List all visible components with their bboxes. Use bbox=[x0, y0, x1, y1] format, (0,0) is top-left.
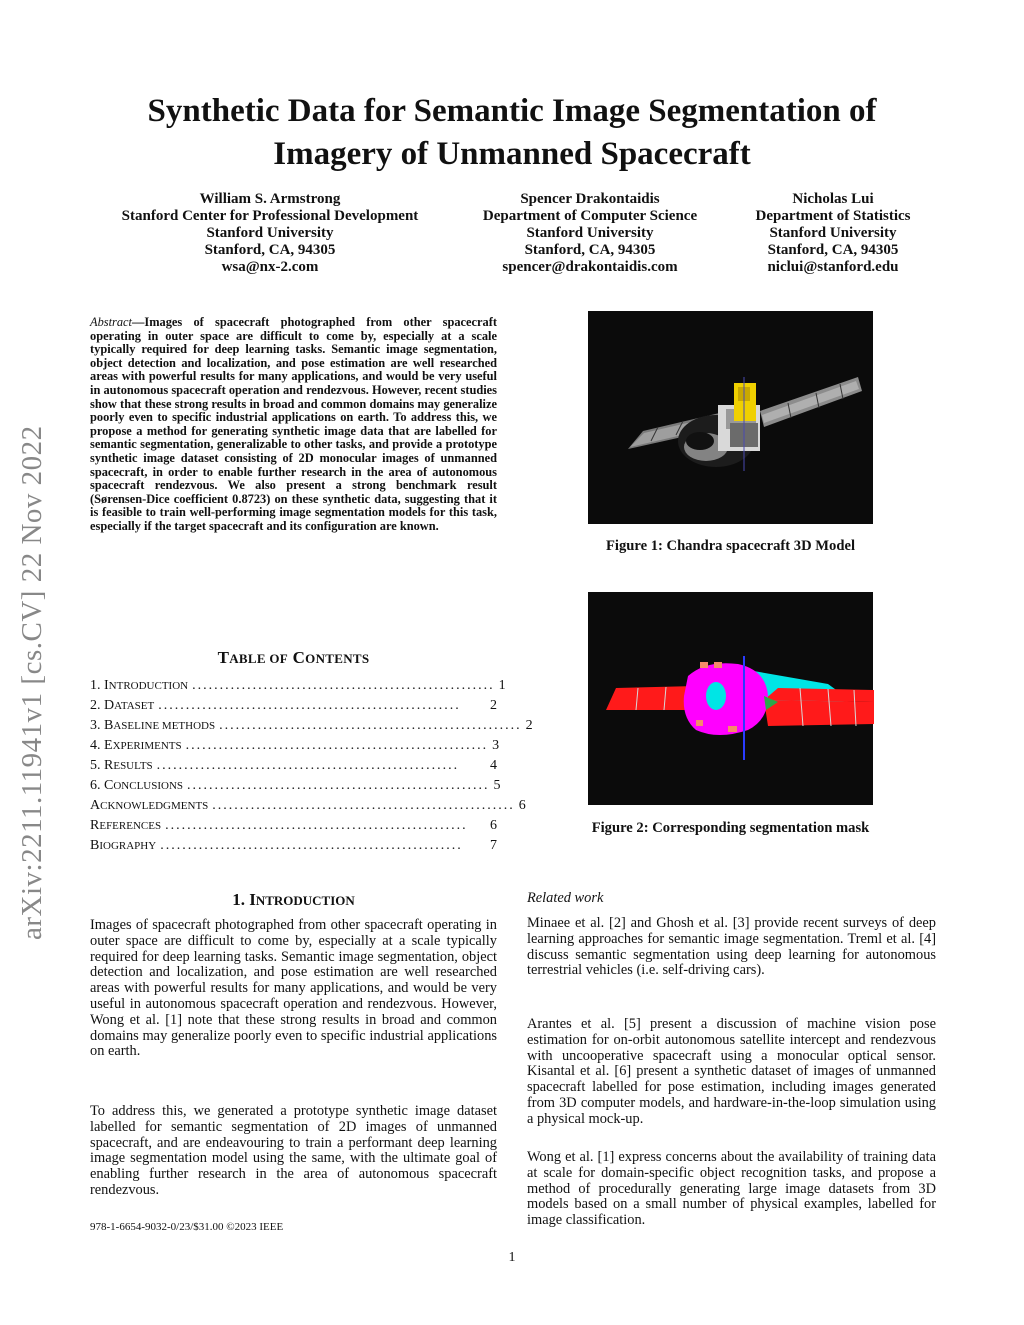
toc-row-biography[interactable] bbox=[90, 836, 497, 856]
abstract-lead: Abstract bbox=[90, 315, 132, 329]
author-name: William S. Armstrong bbox=[199, 191, 341, 207]
toc-cap: I bbox=[104, 678, 109, 693]
author-university: Stanford University bbox=[526, 225, 654, 241]
toc-leader: ....................................................... bbox=[219, 718, 522, 733]
toc-page: 1 bbox=[498, 678, 506, 693]
toc-page: 3 bbox=[492, 738, 500, 753]
title-line-1: Synthetic Data for Semantic Image Segmentation of bbox=[147, 93, 877, 129]
toc-page: 6 bbox=[518, 798, 526, 813]
toc-leader: ....................................................... bbox=[160, 838, 463, 853]
author-university: Stanford University bbox=[769, 225, 897, 241]
toc-page: 5 bbox=[493, 778, 501, 793]
toc-cap: D bbox=[104, 698, 115, 713]
toc-sc: ATASET bbox=[114, 700, 155, 712]
toc-heading-cap: T bbox=[217, 648, 230, 667]
toc-label bbox=[90, 676, 188, 696]
related-paragraph-2: Arantes et al. [5] present a discussion of machine vision pose estimation for on-orbit autonomous satellite intercept and rendezvous with uncooperative spacecraft using a monocular optical sensor. Kisantal et al. [6] present a synthetic dataset of images of unmanned spacecraft labelled for pose estimation, including images generated from 3D computer models, and hardware-in-the-loop simulation using a physical mock-up. bbox=[527, 1016, 936, 1127]
toc-leader: ....................................................... bbox=[156, 758, 460, 773]
toc-leader: ....................................................... bbox=[192, 678, 495, 693]
author-block-1 bbox=[100, 191, 440, 276]
toc-sc: IOGRAPHY bbox=[99, 840, 157, 852]
copyright-note: 978-1-6654-9032-0/23/$31.00 ©2023 IEEE bbox=[90, 1221, 284, 1233]
toc-sc: EFERENCES bbox=[99, 820, 162, 832]
toc-num: 4. bbox=[90, 738, 104, 753]
toc-row-results[interactable] bbox=[90, 756, 497, 776]
toc-sc: ESULTS bbox=[113, 760, 153, 772]
toc-page: 7 bbox=[490, 838, 497, 853]
related-paragraph-3: Wong et al. [1] express concerns about the availability of training data at scale for domain-specific object recognition tasks, and propose a method of procedurally generating large image datasets from 3D models based on a small number of physical examples, labelled for image classification. bbox=[527, 1149, 936, 1229]
author-affiliation: Department of Statistics bbox=[755, 208, 911, 224]
author-location: Stanford, CA, 94305 bbox=[524, 242, 656, 258]
section-heading-sc: NTRODUCTION bbox=[255, 893, 355, 908]
toc-cap: R bbox=[90, 818, 100, 833]
figure-2-label: Figure 2 bbox=[591, 820, 644, 836]
toc-page: 4 bbox=[490, 758, 497, 773]
toc-num: 2. bbox=[90, 698, 104, 713]
abstract-text: —Images of spacecraft photographed from other spacecraft operating in outer space are difficult to come by, especially at a scale typically required for deep learning tasks. Semantic image segmentation, object detection and localization, and pose estimation are well researched areas with powerful results for many applications, and would be very useful in autonomous spacecraft operation and rendezvous. However, recent studies show that these strong results in broad and common domains may generalize poorly even to specific industrial applications on earth. To address this, we propose a method for generating synthetic image data that are labelled for semantic segmentation, generalizable to other tasks, and provide a prototype synthetic image dataset consisting of 2D monocular images of unmanned spacecraft, in order to enable further research in the area of autonomous spacecraft rendezvous. We also present a strong benchmark result (Sørensen-Dice coefficient 0.8723) on these synthetic data, suggesting that it is feasible to train well-performing image segmentation models for this task, especially if the target spacecraft and its configuration are known. bbox=[90, 315, 497, 533]
toc-sc: NTRODUCTION bbox=[108, 680, 189, 692]
author-affiliation: Department of Computer Science bbox=[482, 208, 698, 224]
figure-1-text: : Chandra spacecraft 3D Model bbox=[658, 538, 856, 554]
toc-sc: ONCLUSIONS bbox=[113, 780, 184, 792]
author-name: Spencer Drakontaidis bbox=[520, 191, 660, 207]
toc-cap: B bbox=[104, 718, 114, 733]
segmentation-mask-render bbox=[588, 592, 873, 805]
toc-leader: ....................................................... bbox=[158, 698, 461, 713]
toc-row-references[interactable] bbox=[90, 816, 497, 836]
abstract bbox=[90, 316, 497, 534]
figure-1-image bbox=[588, 311, 873, 524]
toc-label bbox=[90, 816, 161, 836]
author-affiliation: Stanford Center for Professional Development bbox=[121, 208, 419, 224]
toc-heading bbox=[90, 648, 497, 668]
author-university: Stanford University bbox=[206, 225, 334, 241]
toc-num: 6. bbox=[90, 778, 104, 793]
toc-row-baseline-methods[interactable] bbox=[90, 716, 533, 736]
figure-1-caption bbox=[548, 538, 913, 555]
toc-label bbox=[90, 696, 154, 716]
related-work-heading: Related work bbox=[527, 890, 604, 906]
section-heading-cap: 1. I bbox=[232, 890, 256, 909]
toc-sc: CKNOWLEDGMENTS bbox=[100, 800, 209, 812]
toc-leader: ....................................................... bbox=[165, 818, 468, 833]
toc-num: 5. bbox=[90, 758, 104, 773]
author-location: Stanford, CA, 94305 bbox=[204, 242, 336, 258]
toc-page: 2 bbox=[525, 718, 533, 733]
toc-label bbox=[90, 776, 183, 796]
page-number: 1 bbox=[508, 1250, 516, 1265]
intro-paragraph-1: Images of spacecraft photographed from other spacecraft operating in outer space are difficult to come by, especially at a scale typically required for deep learning tasks. Semantic image segmentation, object detection and localization, and pose estimation are well researched areas with powerful results for many applications, and would be very useful in autonomous spacecraft operation and rendezvous. However, Wong et al. [1] note that these strong results in broad and common domains may generalize poorly even to specific industrial applications on earth. bbox=[90, 917, 497, 1060]
toc-label bbox=[90, 716, 215, 736]
figure-2-text: : Corresponding segmentation mask bbox=[643, 820, 870, 836]
toc-cap: C bbox=[104, 778, 114, 793]
author-email: wsa@nx-2.com bbox=[221, 259, 319, 275]
toc-row-experiments[interactable] bbox=[90, 736, 500, 756]
toc-num: 1. bbox=[90, 678, 104, 693]
toc-label bbox=[90, 796, 208, 816]
toc-row-introduction[interactable] bbox=[90, 676, 506, 696]
toc-cap: E bbox=[104, 738, 113, 753]
toc-heading-sc: ONTENTS bbox=[305, 651, 370, 666]
section-heading-introduction bbox=[90, 890, 497, 910]
toc-heading-sc: ABLE OF bbox=[229, 651, 289, 666]
toc-cap: R bbox=[104, 758, 114, 773]
toc-page: 6 bbox=[490, 818, 497, 833]
toc-label bbox=[90, 836, 156, 856]
toc-leader: ....................................................... bbox=[187, 778, 490, 793]
related-paragraph-1: Minaee et al. [2] and Ghosh et al. [3] provide recent surveys of deep learning approaches for semantic image segmentation. Treml et al. [4] discuss semantic segmentation using deep learning for autonomous terrestrial vehicles (i.e. self-driving cars). bbox=[527, 915, 936, 979]
intro-paragraph-2: To address this, we generated a prototype synthetic image dataset labelled for semantic segmentation of 2D images of unmanned spacecraft, and are endeavouring to train a performant deep learning image segmentation model using the same, with the ultimate goal of enabling further research in the area of autonomous spacecraft rendezvous. bbox=[90, 1103, 497, 1198]
toc-num: 3. bbox=[90, 718, 104, 733]
author-location: Stanford, CA, 94305 bbox=[767, 242, 899, 258]
figure-2-image bbox=[588, 592, 873, 805]
toc-label bbox=[90, 756, 153, 776]
toc-leader: ....................................................... bbox=[185, 738, 489, 753]
author-block-2 bbox=[460, 191, 720, 276]
toc-page: 2 bbox=[490, 698, 497, 713]
toc-sc: XPERIMENTS bbox=[112, 740, 182, 752]
author-email: spencer@drakontaidis.com bbox=[502, 259, 678, 275]
toc-cap: B bbox=[90, 838, 100, 853]
author-name: Nicholas Lui bbox=[792, 191, 874, 207]
figure-2-caption bbox=[548, 820, 913, 837]
table-of-contents bbox=[90, 676, 533, 856]
toc-leader: ....................................................... bbox=[212, 798, 515, 813]
toc-cap: A bbox=[90, 798, 101, 813]
toc-heading-cap: C bbox=[288, 648, 306, 667]
toc-row-conclusions[interactable] bbox=[90, 776, 501, 796]
author-email: niclui@stanford.edu bbox=[767, 259, 899, 275]
title-line-2: Imagery of Unmanned Spacecraft bbox=[273, 136, 751, 172]
chandra-render bbox=[588, 311, 873, 524]
toc-sc: ASELINE METHODS bbox=[113, 720, 216, 732]
toc-row-dataset[interactable] bbox=[90, 696, 497, 716]
author-block-3 bbox=[738, 191, 928, 276]
figure-1-label: Figure 1 bbox=[605, 538, 659, 554]
toc-row-acknowledgments[interactable] bbox=[90, 796, 526, 816]
paper-title bbox=[0, 90, 1024, 176]
arxiv-stamp: arXiv:2211.11941v1 [cs.CV] 22 Nov 2022 bbox=[16, 425, 48, 940]
toc-label bbox=[90, 736, 182, 756]
